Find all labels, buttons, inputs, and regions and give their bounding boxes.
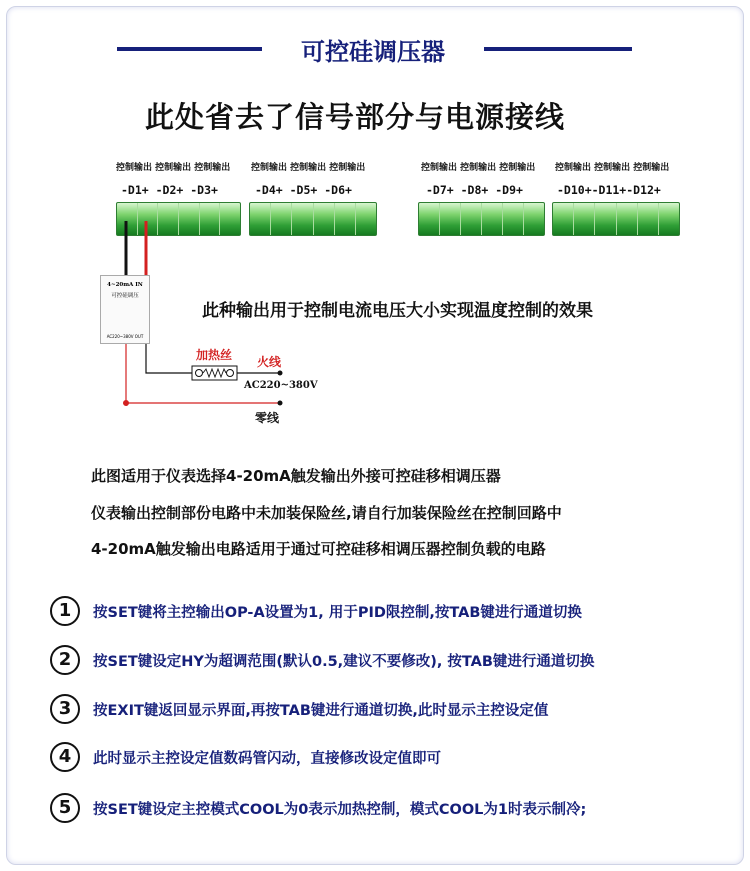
heater-element xyxy=(192,366,237,380)
live-label: 火线 xyxy=(257,355,282,369)
step-number-4: 4 xyxy=(50,742,80,772)
step-text-2: 按SET键设定HY为超调范围(默认0.5,建议不要修改), 按TAB键进行通道切换 xyxy=(93,654,595,670)
headline: 此处省去了信号部分与电源接线 xyxy=(144,100,565,134)
step-text-3: 按EXIT键返回显示界面,再按TAB键进行通道切换,此时显示主控设定值 xyxy=(93,703,549,719)
step-5 xyxy=(50,793,740,823)
neutral-terminal-dot xyxy=(278,401,283,406)
voltage-label: AC220~380V xyxy=(244,380,318,391)
step-4 xyxy=(50,742,740,772)
terminal-group-label-3: 控制输出 控制输出 控制输出 xyxy=(421,163,536,173)
terminal-d-labels-3: -D7+ -D8+ -D9+ xyxy=(426,183,523,197)
step-number-1: 1 xyxy=(50,596,80,626)
description-line-1: 此图适用于仪表选择4-20mA触发输出外接可控硅移相调压器 xyxy=(91,467,501,485)
device-input-label: 4~20mA IN xyxy=(107,282,143,288)
step-text-1: 按SET键将主控输出OP-A设置为1, 用于PID限控制,按TAB键进行通道切换 xyxy=(93,605,582,621)
step-text-4: 此时显示主控设定值数码管闪动，直接修改设定值即可 xyxy=(93,751,441,767)
description-line-3: 4-20mA触发输出电路适用于通过可控硅移相调压器控制负载的电路 xyxy=(91,540,546,558)
terminal-d-labels-1: -D1+ -D2+ -D3+ xyxy=(121,183,218,197)
description-line-2: 仪表输出控制部份电路中未加装保险丝,请自行加装保险丝在控制回路中 xyxy=(91,504,562,522)
terminal-d-labels-4: -D10+-D11+-D12+ xyxy=(557,183,661,197)
step-1 xyxy=(50,596,740,626)
step-3 xyxy=(50,694,740,724)
step-2 xyxy=(50,645,740,675)
terminal-group-label-1: 控制输出 控制输出 控制输出 xyxy=(116,163,231,173)
page-title: 可控硅调压器 xyxy=(301,38,445,66)
step-number-3: 3 xyxy=(50,694,80,724)
heater-label: 加热丝 xyxy=(196,348,233,362)
terminal-d-labels-2: -D4+ -D5+ -D6+ xyxy=(255,183,352,197)
step-number-5: 5 xyxy=(50,793,80,823)
terminal-group-label-2: 控制输出 控制输出 控制输出 xyxy=(251,163,366,173)
step-text-5: 按SET键设定主控模式COOL为0表示加热控制，模式COOL为1时表示制冷; xyxy=(93,802,587,818)
device-output-label: AC220~380V OUT xyxy=(106,334,144,339)
usage-note: 此种输出用于控制电流电压大小实现温度控制的效果 xyxy=(202,301,593,321)
device-name-label: 可控硅调压 xyxy=(111,293,139,299)
step-number-2: 2 xyxy=(50,645,80,675)
live-terminal-dot xyxy=(278,371,283,376)
neutral-label: 零线 xyxy=(255,411,280,425)
terminal-group-label-4: 控制输出 控制输出 控制输出 xyxy=(555,163,670,173)
output-to-heater-wire xyxy=(146,342,192,373)
scr-voltage-regulator xyxy=(100,275,150,344)
